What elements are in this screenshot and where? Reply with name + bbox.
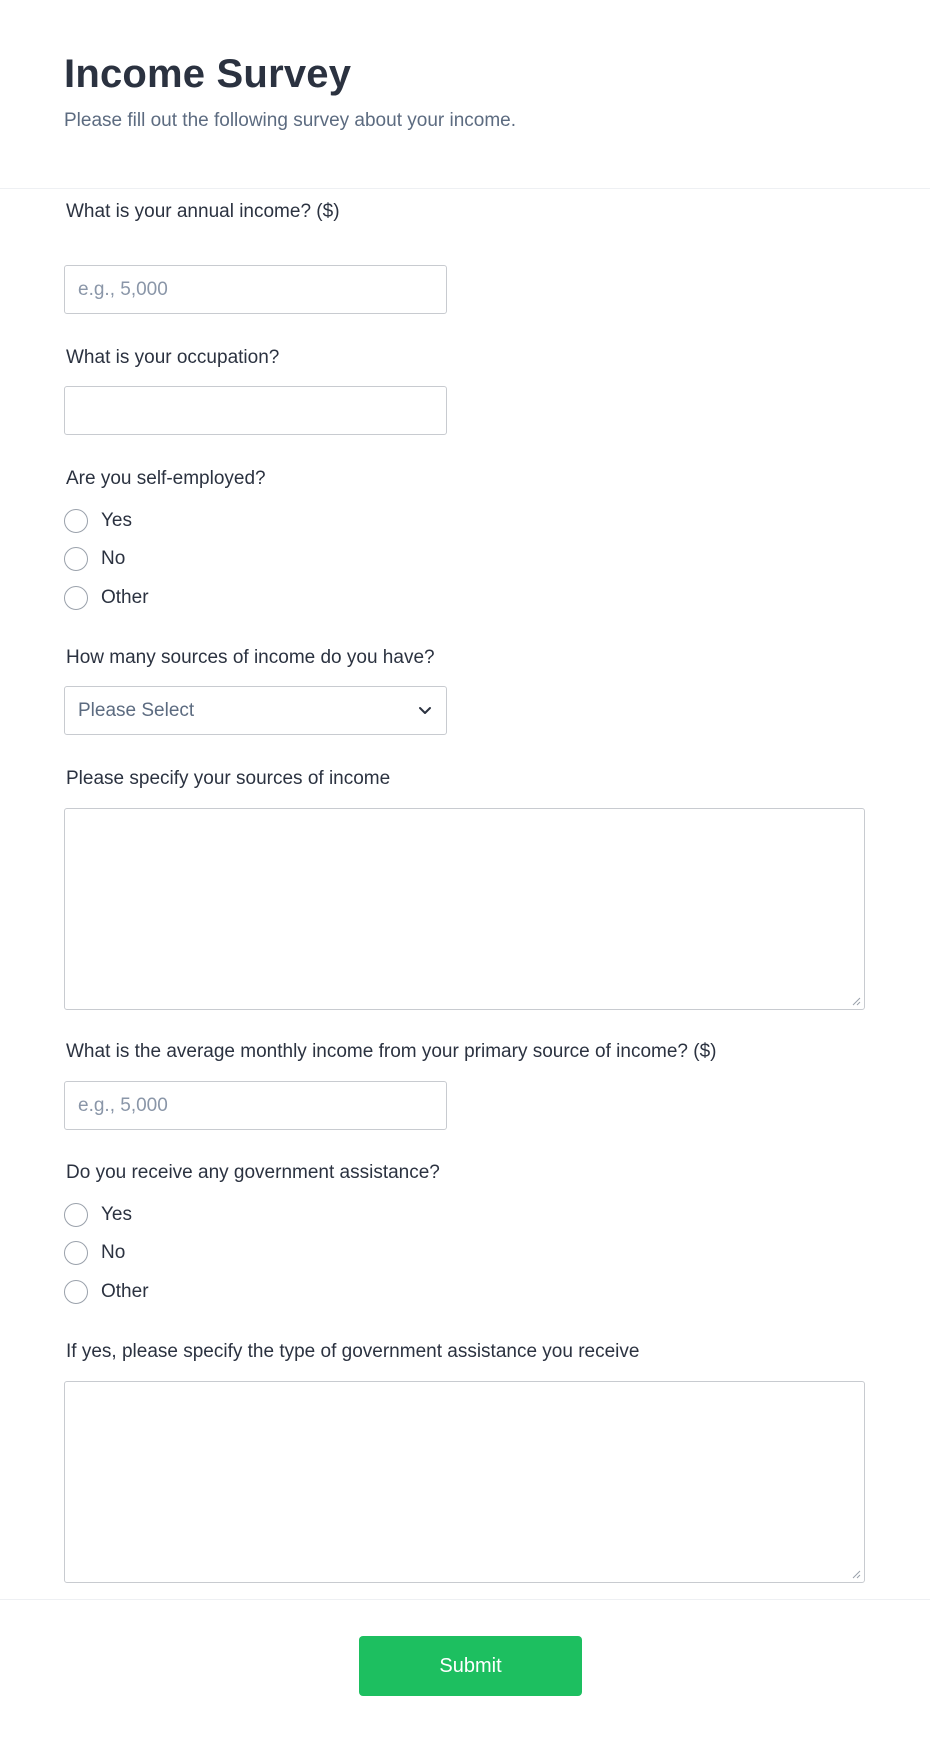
- chevron-down-icon: [416, 701, 434, 719]
- gov-assistance-type-label: If yes, please specify the type of government assistance you receive: [66, 1341, 640, 1362]
- radio-button[interactable]: [64, 1241, 88, 1265]
- submit-button[interactable]: Submit: [359, 1636, 582, 1696]
- radio-label: Other: [101, 1281, 149, 1302]
- radio-label: Yes: [101, 1204, 132, 1225]
- resize-handle-icon[interactable]: [851, 996, 861, 1006]
- annual-income-input[interactable]: [64, 265, 447, 314]
- radio-button[interactable]: [64, 586, 88, 610]
- select-value: Please Select: [78, 700, 195, 721]
- page-title: Income Survey: [64, 52, 352, 96]
- self-employed-label: Are you self-employed?: [66, 468, 266, 489]
- radio-button[interactable]: [64, 509, 88, 533]
- sources-specify-label: Please specify your sources of income: [66, 768, 391, 789]
- gov-assistance-label: Do you receive any government assistance?: [66, 1162, 440, 1183]
- occupation-input[interactable]: [64, 386, 447, 435]
- occupation-label: What is your occupation?: [66, 347, 280, 368]
- radio-button[interactable]: [64, 1203, 88, 1227]
- sources-specify-textarea[interactable]: [64, 808, 865, 1010]
- radio-label: Other: [101, 587, 149, 608]
- resize-handle-icon[interactable]: [851, 1569, 861, 1579]
- form-header: [0, 0, 930, 189]
- sources-count-select[interactable]: [64, 686, 447, 735]
- radio-button[interactable]: [64, 547, 88, 571]
- annual-income-label: What is your annual income? ($): [66, 201, 340, 222]
- radio-button[interactable]: [64, 1280, 88, 1304]
- radio-label: No: [101, 1242, 126, 1263]
- sources-count-label: How many sources of income do you have?: [66, 647, 435, 668]
- monthly-income-input[interactable]: [64, 1081, 447, 1130]
- monthly-income-label: What is the average monthly income from your primary source of income? ($): [66, 1041, 717, 1062]
- gov-assistance-type-textarea[interactable]: [64, 1381, 865, 1583]
- page-subtitle: Please fill out the following survey about your income.: [64, 110, 517, 131]
- radio-label: No: [101, 548, 126, 569]
- radio-label: Yes: [101, 510, 132, 531]
